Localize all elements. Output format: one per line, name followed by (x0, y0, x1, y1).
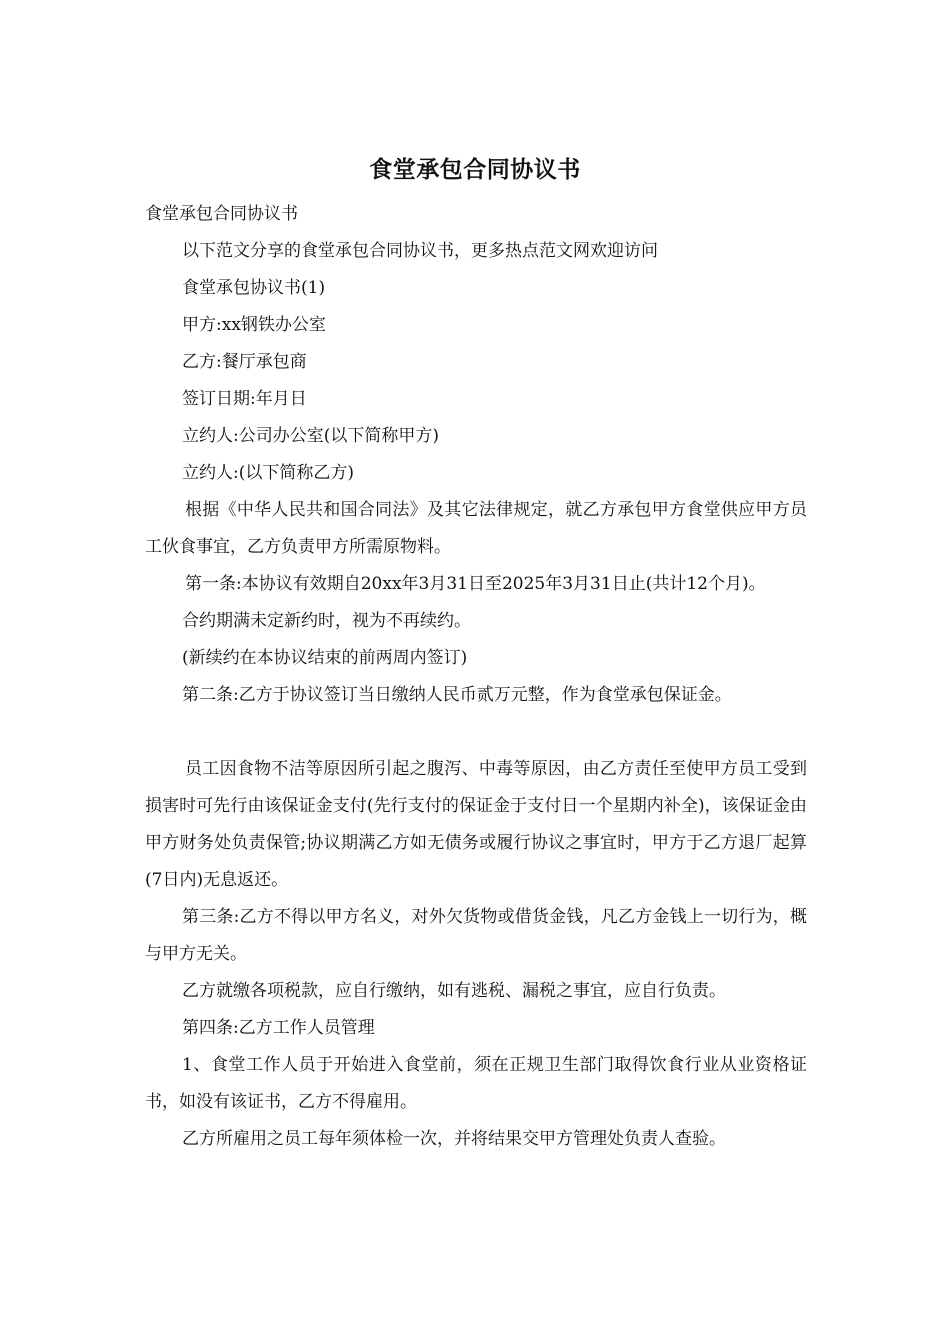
paragraph-taxes: 乙方就缴各项税款，应自行缴纳，如有逃税、漏税之事宜，应自行负责。 (182, 981, 726, 1001)
paragraph-staff-health-check: 乙方所雇用之员工每年须体检一次，并将结果交甲方管理处负责人查验。 (182, 1129, 726, 1149)
paragraph-subtitle: 食堂承包合同协议书 (145, 204, 298, 224)
paragraph-renewal: 合约期满未定新约时，视为不再续约。 (182, 611, 471, 631)
paragraph-article-2: 第二条:乙方于协议签订当日缴纳人民币贰万元整，作为食堂承包保证金。 (182, 685, 732, 705)
paragraph-party-b: 乙方:餐厅承包商 (182, 352, 307, 372)
paragraph-party-a: 甲方:xx钢铁办公室 (182, 315, 326, 335)
paragraph-staff-certificate: 1、食堂工作人员于开始进入食堂前，须在正规卫生部门取得饮食行业从业资格证书，如没有该证书，乙方不得雇用。 (145, 1055, 807, 1112)
paragraph-deposit-use: 员工因食物不洁等原因所引起之腹泻、中毒等原因，由乙方责任至使甲方员工受到损害时可先行由该保证金支付(先行支付的保证金于支付日一个星期内补全)，该保证金由甲方财务处负责保管;协议期满乙方如无债务或履行协议之事宜时，甲方于乙方退厂起算(7日内)无息返还。 (145, 759, 807, 890)
paragraph-article-1: 第一条:本协议有效期自20xx年3月31日至2025年3月31日止(共计12个月)。 (185, 574, 766, 594)
paragraph-intro: 以下范文分享的食堂承包合同协议书，更多热点范文网欢迎访问 (182, 241, 658, 261)
paragraph-article-4: 第四条:乙方工作人员管理 (182, 1018, 375, 1038)
paragraph-heading: 食堂承包协议书(1) (182, 278, 326, 298)
paragraph-renewal-note: (新续约在本协议结束的前两周内签订) (182, 648, 468, 668)
document-body (145, 196, 807, 1158)
paragraph-sign-date: 签订日期:年月日 (182, 389, 307, 409)
paragraph-contractor-b: 立约人:(以下简称乙方) (182, 463, 354, 483)
document-title: 食堂承包合同协议书 (369, 156, 581, 183)
paragraph-article-3: 第三条:乙方不得以甲方名义，对外欠货物或借货金钱，凡乙方金钱上一切行为，概与甲方无关。 (145, 907, 807, 964)
paragraph-spacer (145, 714, 807, 751)
paragraph-legal-basis: 根据《中华人民共和国合同法》及其它法律规定，就乙方承包甲方食堂供应甲方员工伙食事宜，乙方负责甲方所需原物料。 (145, 500, 807, 557)
paragraph-contractor-a: 立约人:公司办公室(以下简称甲方) (182, 426, 439, 446)
